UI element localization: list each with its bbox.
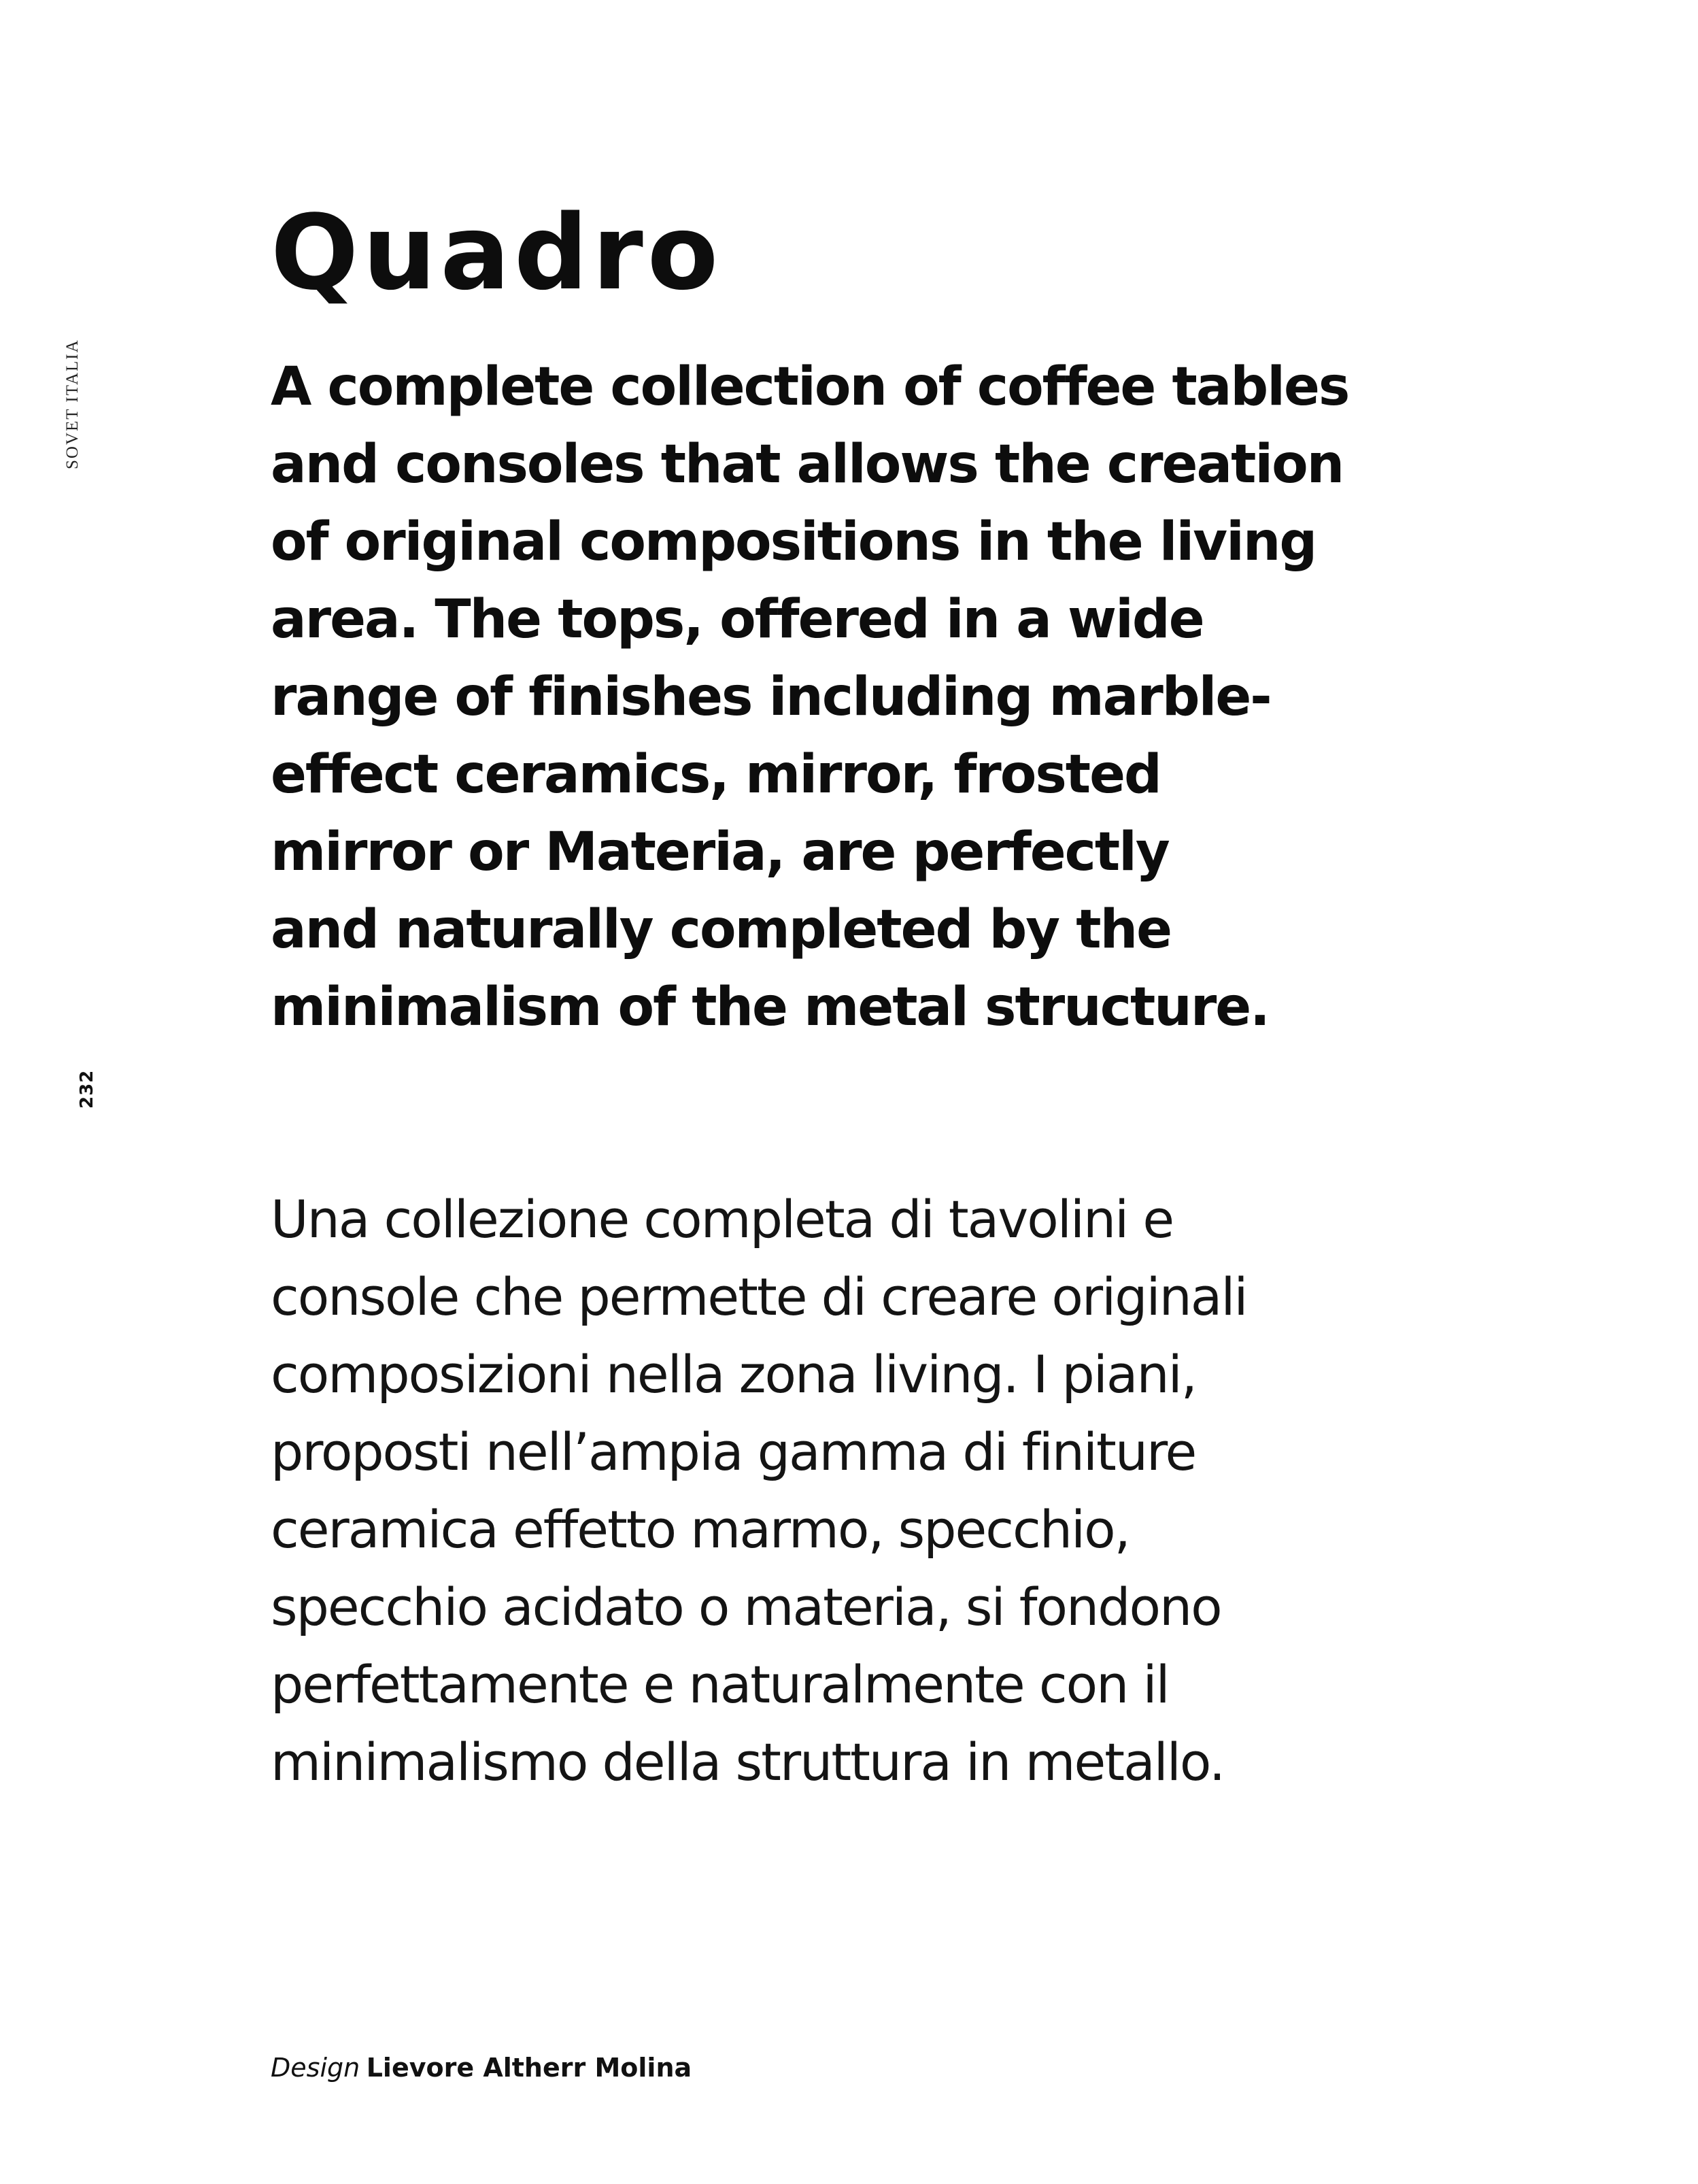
brand-name-vertical: SOVET ITALIA	[63, 339, 82, 469]
italian-description-line: composizioni nella zona living. I piani,	[271, 1344, 1196, 1405]
italian-description-line: console che permette di creare originali	[271, 1266, 1247, 1327]
english-description-line: minimalism of the metal structure.	[271, 977, 1269, 1038]
english-description-line: area. The tops, offered in a wide	[271, 589, 1204, 650]
english-description-line: and naturally completed by the	[271, 899, 1172, 960]
italian-description-line: perfettamente e naturalmente con il	[271, 1654, 1169, 1715]
italian-description-line: Una collezione completa di tavolini e	[271, 1189, 1174, 1249]
italian-description-line: minimalismo della struttura in metallo.	[271, 1732, 1225, 1792]
italian-description	[271, 1181, 1481, 1801]
italian-description-line: ceramica effetto marmo, specchio,	[271, 1499, 1130, 1560]
page-number: 232	[77, 1069, 97, 1109]
english-description-line: and consoles that allows the creation	[271, 434, 1344, 495]
english-description-line: range of finishes including marble-	[271, 667, 1271, 728]
english-description-line: effect ceramics, mirror, frosted	[271, 744, 1161, 805]
designer-name: Lievore Altherr Molina	[366, 2053, 692, 2083]
italian-description-line: specchio acidato o materia, si fondono	[271, 1577, 1221, 1637]
english-description	[271, 348, 1481, 1046]
product-title: Quadro	[271, 192, 723, 313]
english-description-line: of original compositions in the living	[271, 511, 1317, 573]
english-description-line: A complete collection of coffee tables	[271, 356, 1349, 418]
design-credit-label: Design	[271, 2053, 360, 2083]
english-description-line: mirror or Materia, are perfectly	[271, 822, 1169, 883]
italian-description-line: proposti nell’ampia gamma di finiture	[271, 1422, 1196, 1482]
design-credit	[271, 2053, 692, 2083]
